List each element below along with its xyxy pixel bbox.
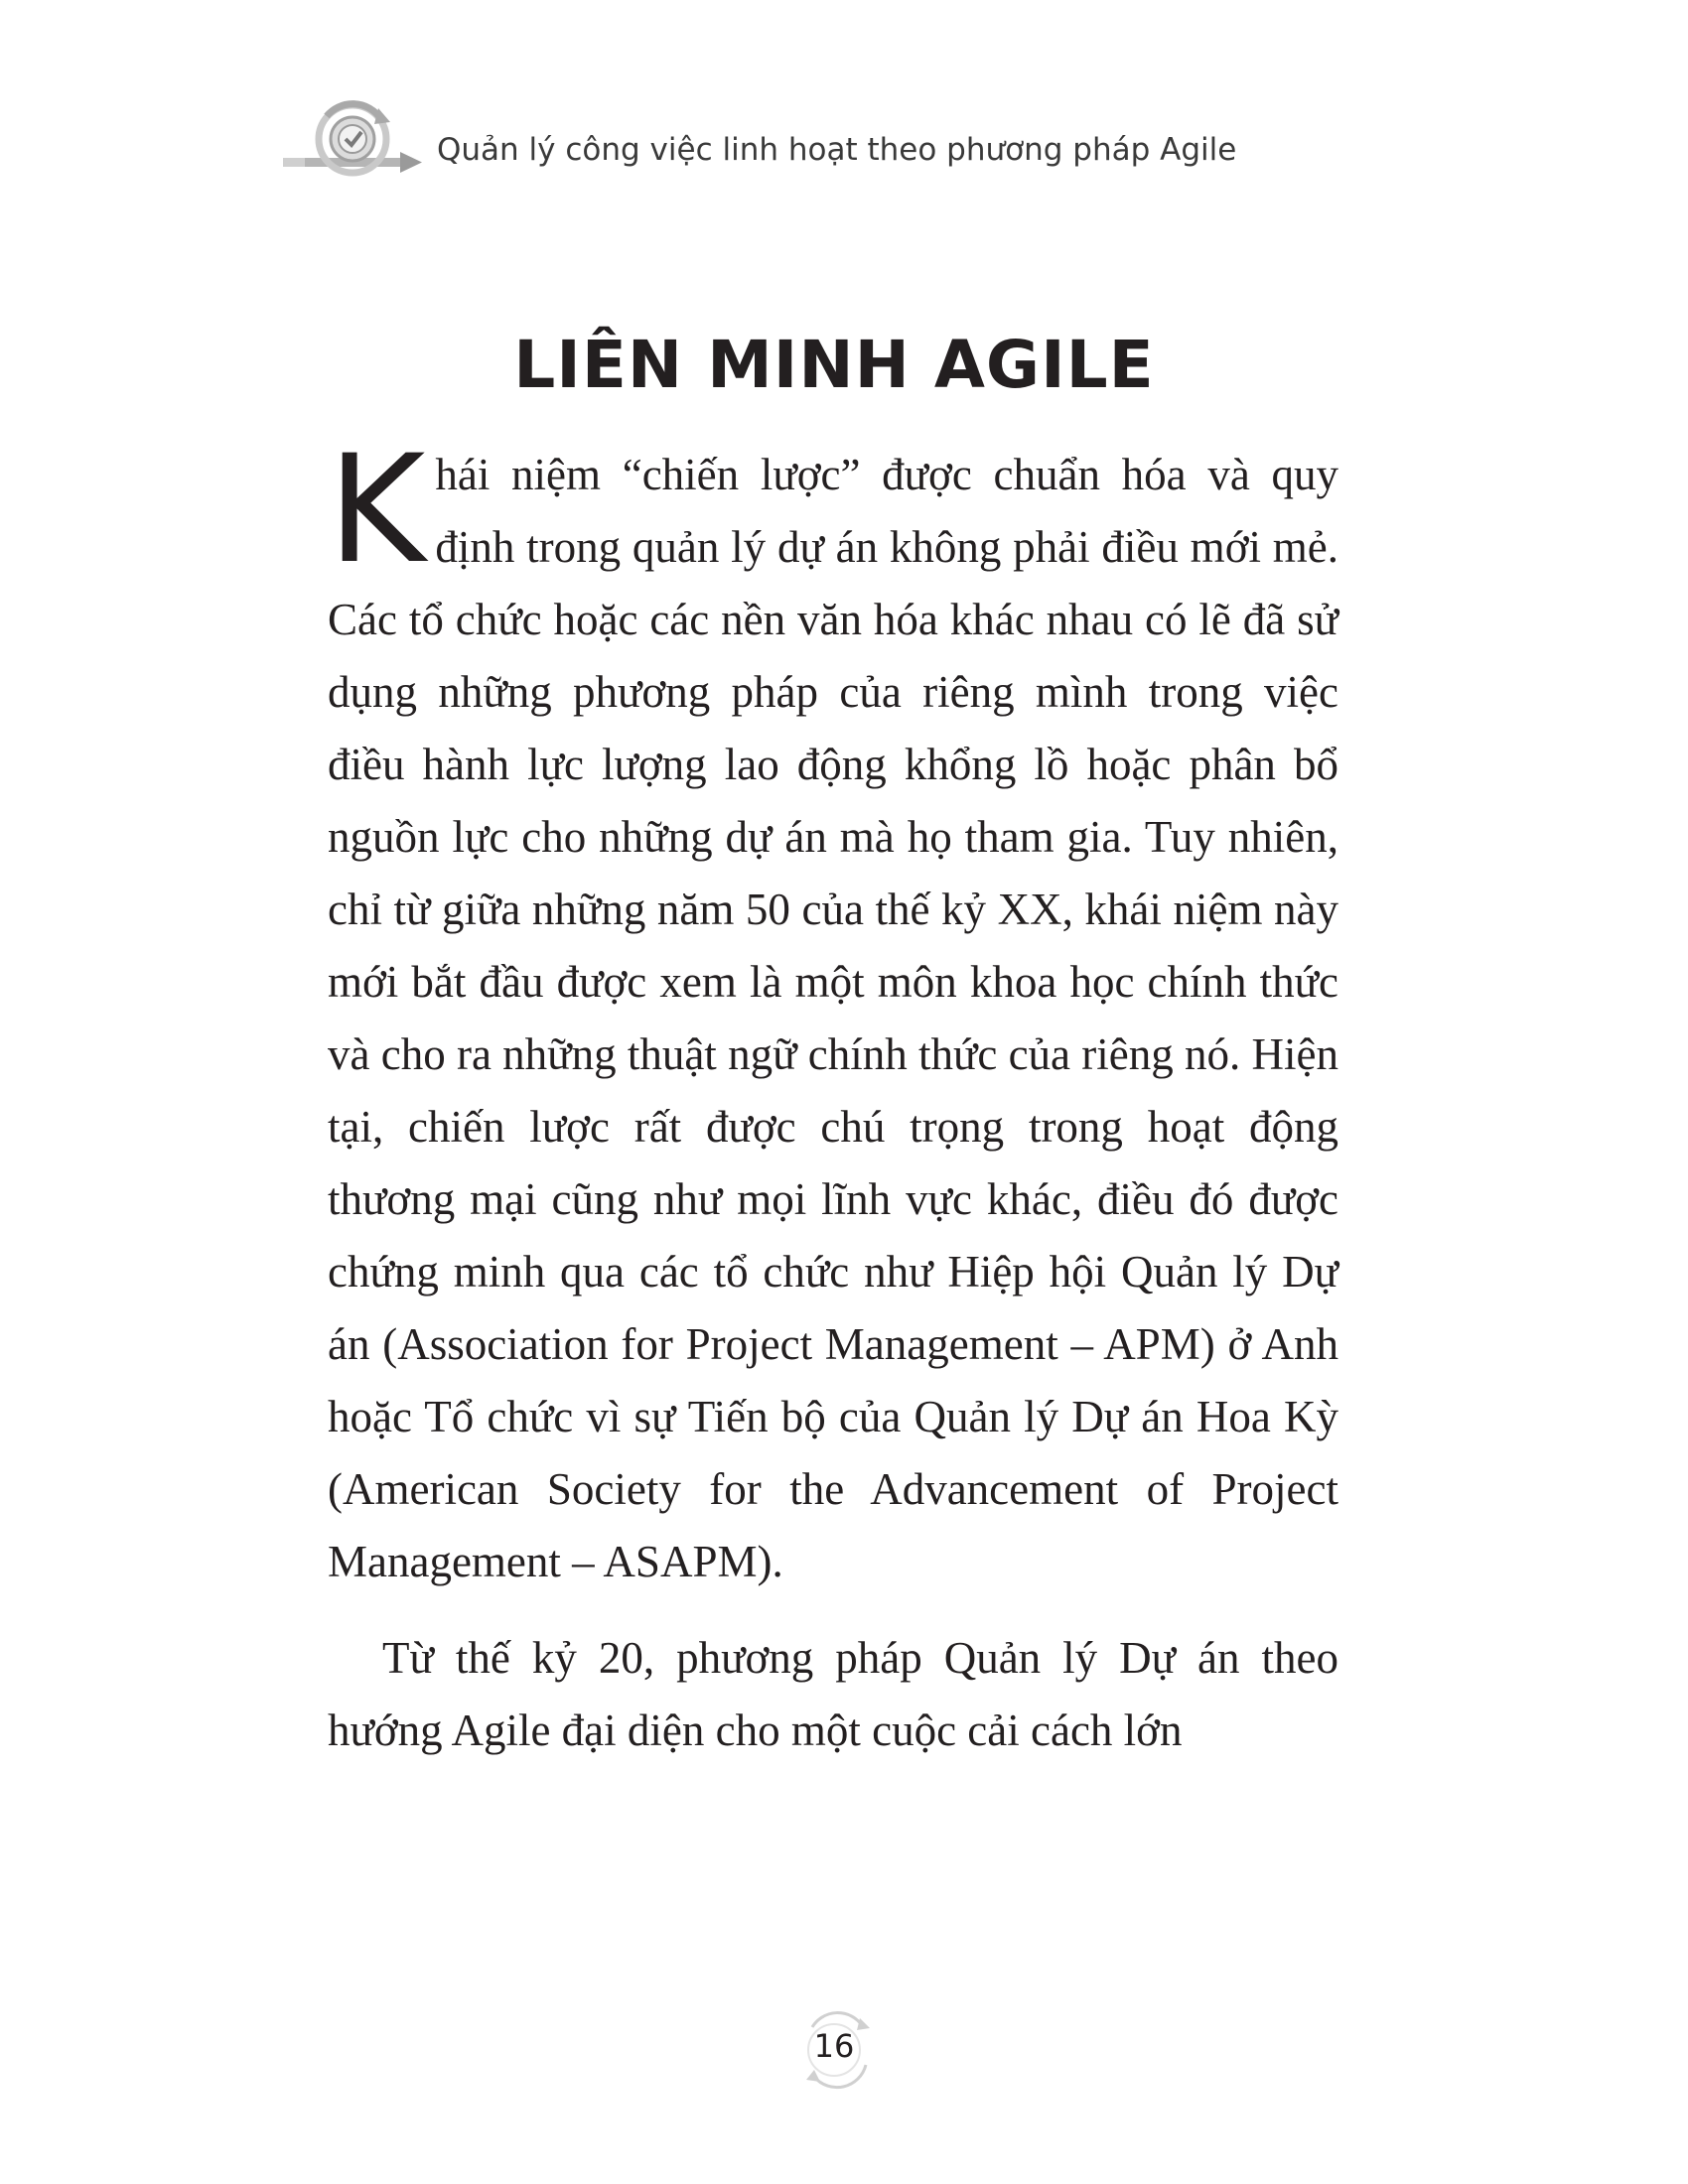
- paragraph-1: [328, 424, 1338, 1598]
- agile-cycle-checkmark-icon: [283, 94, 422, 184]
- page-number: 16: [813, 2027, 855, 2065]
- running-header-title: Quản lý công việc linh hoạt theo phương pháp Agile: [437, 132, 1237, 168]
- drop-cap: K: [328, 424, 426, 597]
- page-number-block: [784, 2005, 884, 2095]
- paragraph-1-text: hái niệm “chiến lược” được chuẩn hóa và quy định trong quản lý dự án không phải điều mới mẻ. Các tổ chức hoặc các nền văn hóa khác nhau có lẽ đã sử dụng những phương pháp của riêng mình trong việc điều hành lực lượng lao động khổng lồ hoặc phân bổ nguồn lực cho những dự án mà họ tham gia. Tuy nhiên, chỉ từ giữa những năm 50 của thế kỷ XX, khái niệm này mới bắt đầu được xem là một môn khoa học chính thức và cho ra những thuật ngữ chính thức của riêng nó. Hiện tại, chiến lược rất được chú trọng trong hoạt động thương mại cũng như mọi lĩnh vực khác, điều đó được chứng minh qua các tổ chức như Hiệp hội Quản lý Dự án (Association for Project Management – APM) ở Anh hoặc Tổ chức vì sự Tiến bộ của Quản lý Dự án Hoa Kỳ (American Society for the Advancement of Project Management – ASAPM).: [328, 450, 1338, 1586]
- paragraph-2: Từ thế kỷ 20, phương pháp Quản lý Dự án theo hướng Agile đại diện cho một cuộc cải cách lớn: [328, 1633, 1338, 1755]
- chapter-title: LIÊN MINH AGILE: [513, 327, 1155, 404]
- body-text: [328, 424, 1338, 1767]
